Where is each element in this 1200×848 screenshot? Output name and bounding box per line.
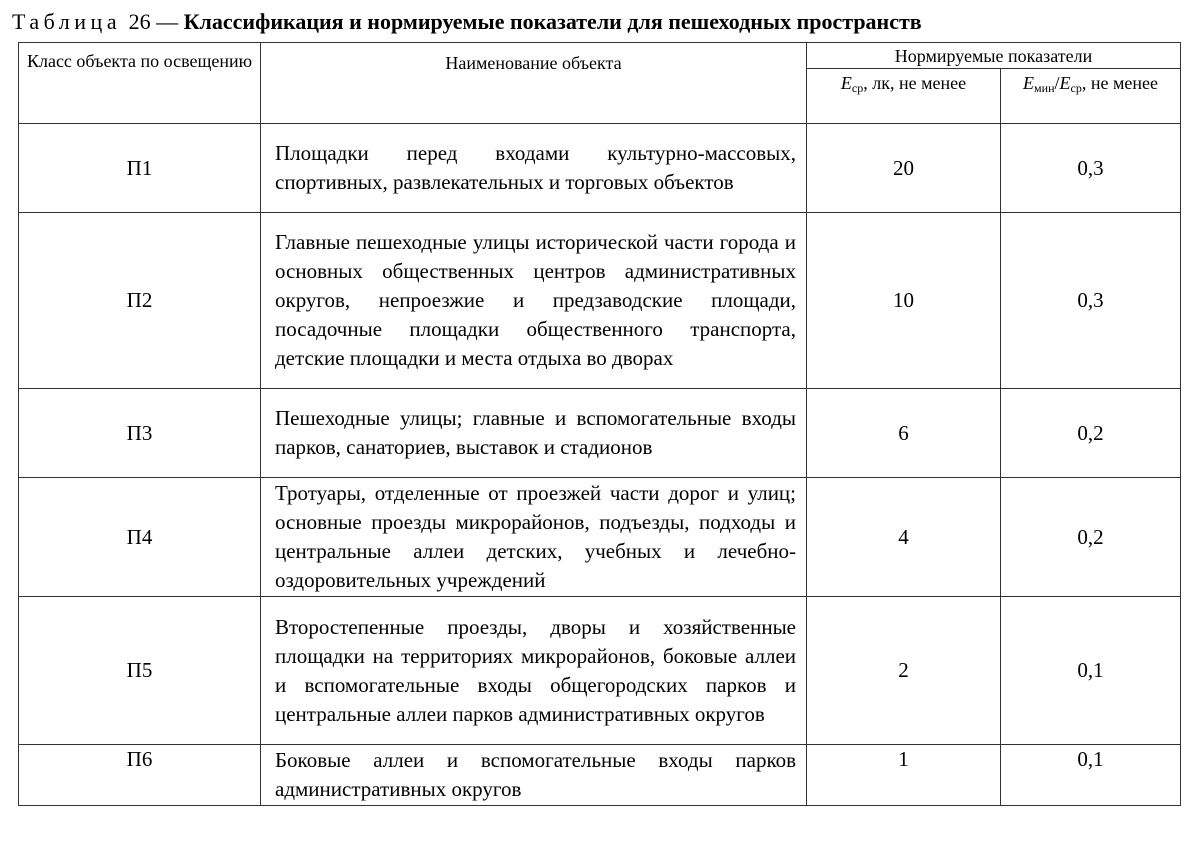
- table-row: [19, 124, 1181, 213]
- name-cell: [261, 213, 807, 389]
- header-name-label: Наименование объекта: [445, 53, 622, 73]
- class-cell: П3: [19, 389, 261, 478]
- name-text: Тротуары, отделенные от проезжей части дорог и улиц; основные проезды микрорайонов, подъезды, подходы и центральные аллеи детских, учебных и лечебно-оздоровительных учреждений: [275, 481, 796, 592]
- ratio-slash: /: [1054, 73, 1060, 93]
- header-row-1: [19, 43, 1181, 69]
- name-text: Боковые аллеи и вспомогательные входы парков административных округов: [275, 748, 796, 801]
- ratio-cell: 0,1: [1001, 745, 1181, 806]
- header-name: [261, 43, 807, 124]
- ratio-tail: , не менее: [1081, 73, 1158, 93]
- table-row: [19, 213, 1181, 389]
- table-row: [19, 478, 1181, 597]
- e-avg-cell: 1: [807, 745, 1001, 806]
- caption-number: 26: [128, 9, 151, 34]
- ratio-symbol-2: E: [1059, 73, 1071, 93]
- name-cell: [261, 597, 807, 745]
- name-text: Главные пешеходные улицы исторической части города и основных общественных центров административных округов, непроезжие и предзаводские площади, посадочные площадки общественного транспорта, детские площадки и места отдыха во дворах: [275, 230, 796, 370]
- ratio-cell: 0,3: [1001, 124, 1181, 213]
- table-row: [19, 597, 1181, 745]
- caption-title: Классификация и нормируемые показатели для пешеходных пространств: [183, 9, 922, 34]
- name-cell: [261, 389, 807, 478]
- caption-dash: —: [156, 9, 179, 34]
- table-caption: [12, 8, 922, 36]
- ratio-symbol-1: E: [1023, 73, 1035, 93]
- ratio-cell: 0,2: [1001, 478, 1181, 597]
- ratio-cell: 0,3: [1001, 213, 1181, 389]
- e-avg-cell: 10: [807, 213, 1001, 389]
- class-cell: П6: [19, 745, 261, 806]
- caption-label: Таблица: [12, 9, 122, 34]
- header-group-label: Нормируемые показатели: [894, 46, 1093, 66]
- header-group: [807, 43, 1181, 69]
- header-class: [19, 43, 261, 124]
- ratio-subscript-2: ср: [1070, 81, 1082, 95]
- table-row: [19, 389, 1181, 478]
- name-cell: [261, 745, 807, 806]
- table-row: [19, 745, 1181, 806]
- e-avg-subscript: ср: [851, 81, 864, 95]
- class-cell: П1: [19, 124, 261, 213]
- name-cell: [261, 478, 807, 597]
- header-class-label: Класс объекта по освещению: [26, 51, 253, 71]
- name-text: Второстепенные проезды, дворы и хозяйственные площадки на территориях микрорайонов, боковые аллеи и вспомогательные входы общегородских парков и центральные аллеи парков административных округов: [275, 614, 796, 726]
- e-avg-tail: , лк, не менее: [863, 73, 967, 93]
- name-text: Пешеходные улицы; главные и вспомогательные входы парков, санаториев, выставок и стадионов: [275, 406, 796, 459]
- ratio-cell: 0,2: [1001, 389, 1181, 478]
- class-cell: П2: [19, 213, 261, 389]
- ratio-cell: 0,1: [1001, 597, 1181, 745]
- e-avg-cell: 4: [807, 478, 1001, 597]
- class-cell: П4: [19, 478, 261, 597]
- e-avg-cell: 20: [807, 124, 1001, 213]
- ratio-subscript-1: мин: [1034, 81, 1055, 95]
- header-e-avg: [807, 69, 1001, 124]
- e-avg-cell: 6: [807, 389, 1001, 478]
- lighting-norms-table: [18, 42, 1181, 806]
- name-cell: [261, 124, 807, 213]
- e-avg-symbol: E: [840, 73, 852, 93]
- name-text: Площадки перед входами культурно-массовых, спортивных, развлекательных и торговых объектов: [275, 141, 796, 194]
- class-cell: П5: [19, 597, 261, 745]
- header-ratio: [1001, 69, 1181, 124]
- e-avg-cell: 2: [807, 597, 1001, 745]
